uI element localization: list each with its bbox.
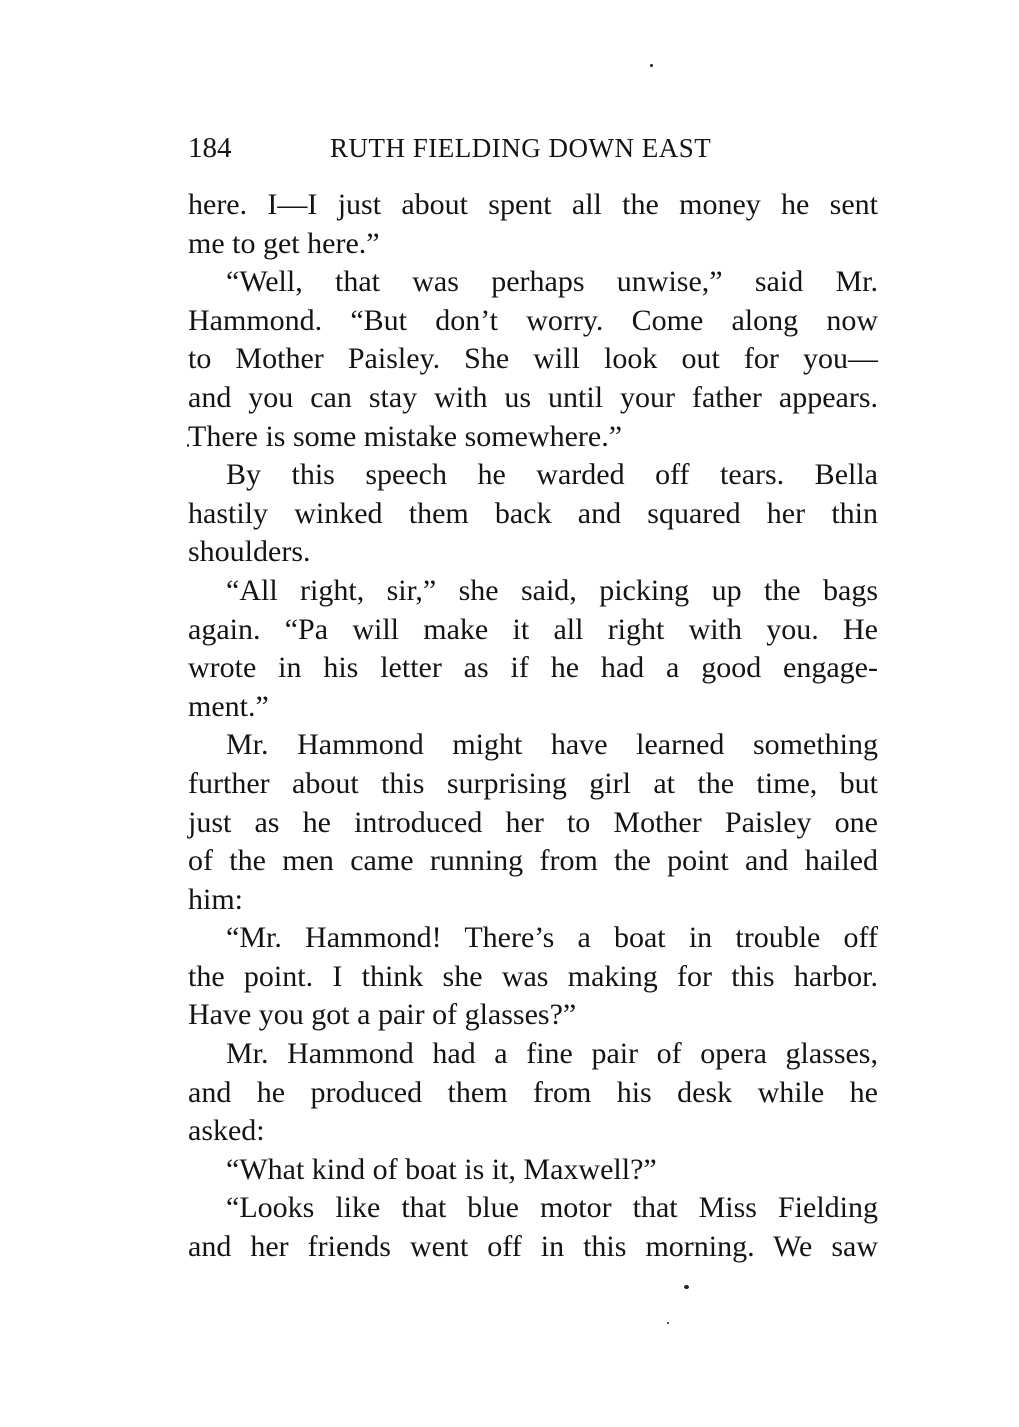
text-line: me to get here.”	[188, 226, 380, 260]
page-header	[188, 128, 888, 168]
text-line: “Looks like that blue motor that Miss Fielding	[226, 1191, 878, 1225]
text-line: him:	[188, 882, 244, 916]
text-line: and you can stay with us until your father appears.	[188, 380, 878, 414]
text-line: By this speech he warded off tears. Bella	[226, 458, 878, 492]
text-line: “Mr. Hammond! There’s a boat in trouble off	[226, 921, 878, 955]
print-speck	[667, 1322, 669, 1324]
print-speck	[684, 1285, 689, 1289]
text-line: wrote in his letter as if he had a good engage-	[188, 651, 878, 685]
text-line: the point. I think she was making for this harbor.	[188, 959, 878, 993]
page-number: 184	[188, 132, 232, 164]
text-line: just as he introduced her to Mother Paisley one	[188, 805, 878, 839]
text-line: Mr. Hammond might have learned something	[226, 728, 878, 762]
print-speck	[650, 64, 653, 67]
text-line: again. “Pa will make it all right with you. He	[188, 612, 878, 646]
text-line: here. I—I just about spent all the money he sent	[188, 188, 878, 221]
body-text	[188, 186, 878, 1267]
text-line: Mr. Hammond had a fine pair of opera glasses,	[226, 1037, 878, 1071]
text-line: and he produced them from his desk while he	[188, 1075, 878, 1109]
text-line: There is some mistake somewhere.”	[188, 419, 623, 453]
text-line: hastily winked them back and squared her thin	[188, 496, 878, 530]
text-line: shoulders.	[188, 535, 311, 569]
text-line: Have you got a pair of glasses?”	[188, 998, 577, 1032]
running-head: RUTH FIELDING DOWN EAST	[330, 133, 712, 163]
text-line: “Well, that was perhaps unwise,” said Mr.	[226, 265, 878, 299]
text-line: of the men came running from the point and hailed	[188, 844, 878, 878]
text-line: further about this surprising girl at the time, but	[188, 766, 878, 800]
text-line: and her friends went off in this morning. We saw	[188, 1230, 878, 1264]
text-line: to Mother Paisley. She will look out for you—	[188, 342, 878, 376]
text-line: asked:	[188, 1114, 265, 1148]
text-line: “What kind of boat is it, Maxwell?”	[226, 1152, 657, 1186]
text-line: ment.”	[188, 689, 269, 723]
text-line: “All right, sir,” she said, picking up the bags	[226, 573, 878, 607]
text-line: Hammond. “But don’t worry. Come along now	[188, 303, 878, 337]
